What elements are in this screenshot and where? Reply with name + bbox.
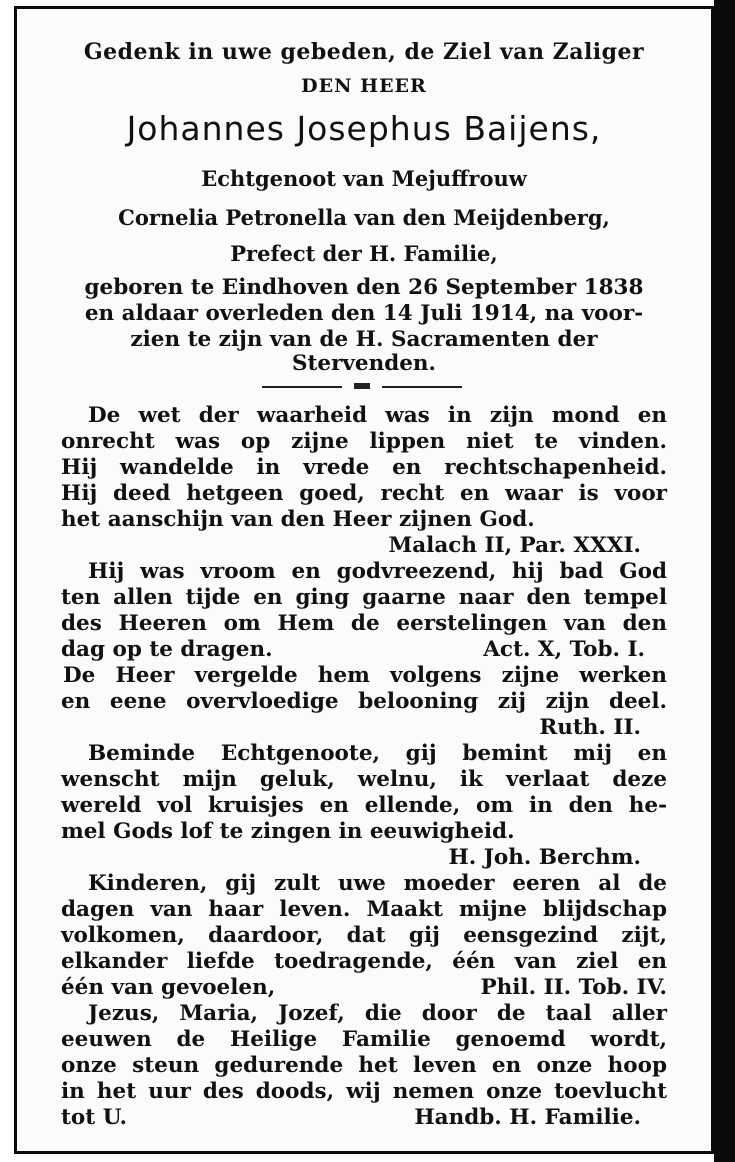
verse-line: het aanschijn van den Heer zijnen God.	[61, 507, 535, 532]
den-heer-line: DEN HEER	[301, 75, 427, 97]
verse-line: volkomen, daardoor, dat gij eensgezind zijt,	[61, 923, 667, 948]
title-line: Prefect der H. Familie,	[230, 241, 498, 266]
bio-line: Stervenden.	[291, 351, 437, 376]
bio-line: geboren te Eindhoven den 26 September 1838	[84, 275, 644, 300]
memorial-card	[14, 6, 714, 1154]
verse-line: elkander liefde toedragende, één van ziel en	[61, 949, 667, 974]
divider-ornament	[262, 381, 462, 391]
bio-line: en aldaar overleden den 14 Juli 1914, na voor-	[84, 301, 644, 326]
verse-line: ten allen tijde en ging gaarne naar den tempel	[61, 585, 667, 610]
verse-source: Phil. II. Tob. IV.	[480, 975, 667, 1000]
verse-line: eeuwen de Heilige Familie genoemd wordt,	[61, 1027, 667, 1052]
verse-line: Beminde Echtgenoote, gij bemint mij en	[88, 741, 667, 766]
verse-line: Hij wandelde in vrede en rechtschapenheid.	[61, 455, 667, 480]
verse-line: Hij deed hetgeen goed, recht en waar is voor	[61, 481, 667, 506]
spouse-name: Cornelia Petronella van den Meijdenberg,	[118, 205, 610, 230]
intro-line: Gedenk in uwe gebeden, de Ziel van Zaliger	[83, 39, 645, 65]
verse-line: mel Gods lof te zingen in eeuwigheid.	[61, 819, 515, 844]
scan-edge	[714, 0, 735, 1162]
verse-line: en eene overvloedige belooning zij zijn deel.	[61, 689, 667, 714]
verse-line: Kinderen, gij zult uwe moeder eeren al de	[88, 871, 667, 896]
verse-line: één van gevoelen,	[61, 975, 276, 1000]
verse-source: Ruth. II.	[539, 715, 641, 740]
verse-line: Jezus, Maria, Jozef, die door de taal aller	[88, 1001, 667, 1026]
verse-source: Act. X, Tob. I.	[483, 637, 645, 662]
verse-line: wenscht mijn geluk, welnu, ik verlaat deze	[61, 767, 667, 792]
verse-line: dag op te dragen.	[61, 637, 273, 662]
verse-source: Handb. H. Familie.	[414, 1105, 641, 1130]
spouse-intro: Echtgenoot van Mejuffrouw	[201, 166, 527, 191]
verse-line: Hij was vroom en godvreezend, hij bad God	[88, 559, 667, 584]
deceased-name: Johannes Josephus Baijens,	[126, 109, 602, 148]
verse-line: onze steun gedurende het leven en onze hoop	[61, 1053, 667, 1078]
verse-line: in het uur des doods, wij nemen onze toevlucht	[61, 1079, 667, 1104]
bio-line: zien te zijn van de H. Sacramenten der	[130, 327, 598, 352]
verse-line: tot U.	[61, 1105, 127, 1130]
verse-source: Malach II, Par. XXXI.	[388, 533, 641, 558]
verse-line: De Heer vergelde hem volgens zijne werken	[63, 663, 667, 688]
verse-line: dagen van haar leven. Maakt mijne blijdschap	[61, 897, 667, 922]
verse-line: wereld vol kruisjes en ellende, om in den he-	[61, 793, 667, 818]
verse-line: De wet der waarheid was in zijn mond en	[88, 403, 667, 428]
verse-line: onrecht was op zijne lippen niet te vinden.	[61, 429, 667, 454]
verse-source: H. Joh. Berchm.	[448, 845, 641, 870]
verse-line: des Heeren om Hem de eerstelingen van den	[61, 611, 667, 636]
